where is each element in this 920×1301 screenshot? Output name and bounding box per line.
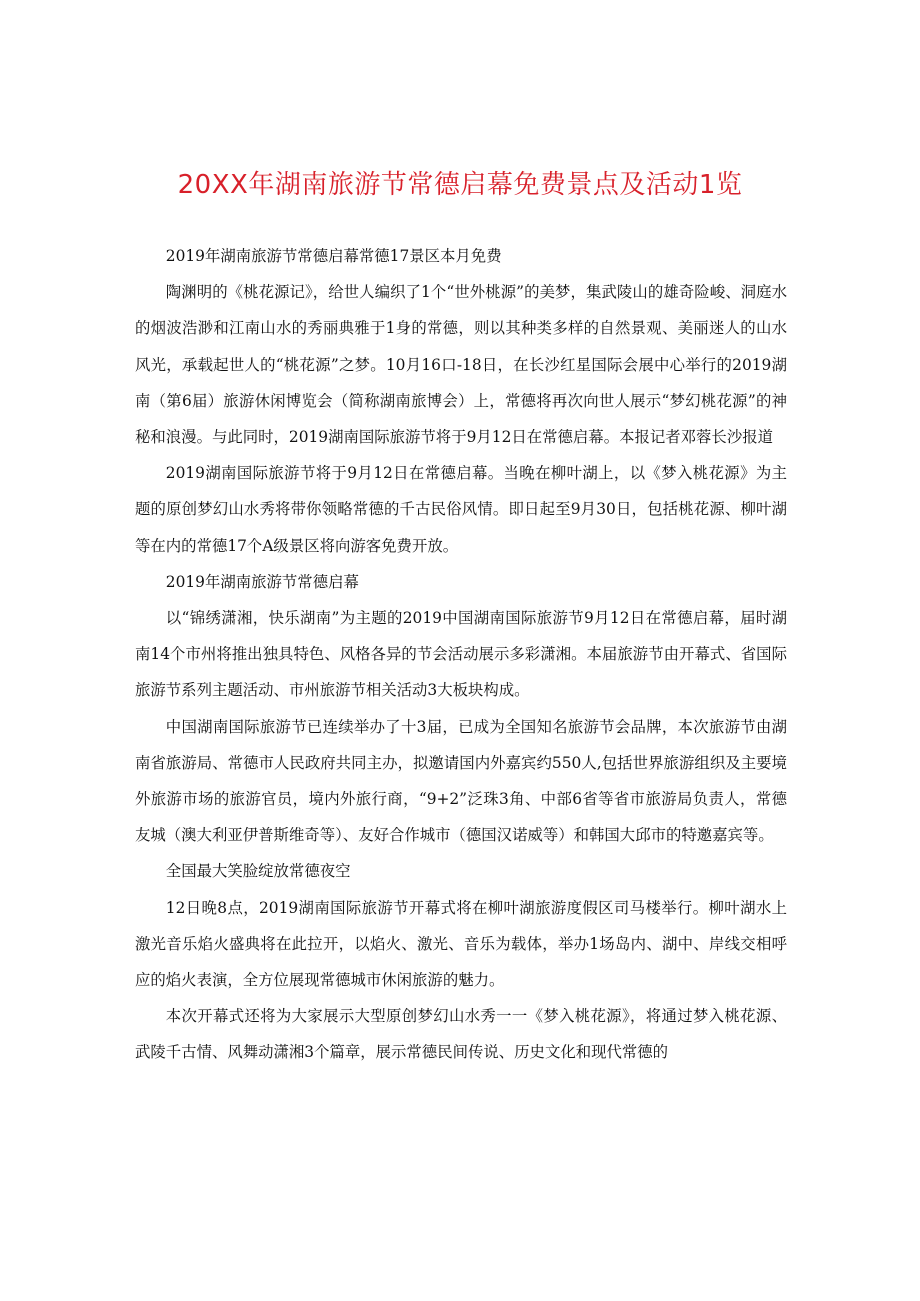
paragraph: 以“锦绣潇湘，快乐湖南”为主题的2019中国湖南国际旅游节9月12日在常德启幕，届时湖南14个市州将推出独具特色、风格各异的节会活动展示多彩潇湘。本届旅游节由开幕式、省国际旅游节系列主题活动、市州旅游节相关活动3大板块构成。 — [135, 609, 787, 700]
paragraph: 陶渊明的《桃花源记》，给世人编织了1个“世外桃源”的美梦，集武陵山的雄奇险峻、洞庭水的烟波浩渺和江南山水的秀丽典雅于1身的常德，则以其种类多样的自然景观、美丽迷人的山水风光，承载起世人的“桃花源”之梦。10月16口-18日，在长沙红星国际会展中心举行的2019湖南（第6届）旅游休闲博览会（简称湖南旅博会）上，常德将再次向世人展示“梦幻桃花源”的神秘和浪漫。与此同时，2019湖南国际旅游节将于9月12日在常德启幕。本报记者邓蓉长沙报道 — [135, 283, 787, 447]
subheading: 2019年湖南旅游节常德启幕常德17景区本月免费 — [165, 247, 502, 265]
document-title: 20XX年湖南旅游节常德启幕免费景点及活动1览 — [177, 170, 743, 200]
document-body — [135, 238, 787, 1071]
subheading: 2019年湖南旅游节常德启幕 — [165, 572, 359, 591]
paragraph: 12日晚8点，2019湖南国际旅游节开幕式将在柳叶湖旅游度假区司马楼举行。柳叶湖水上激光音乐焰火盛典将在此拉开，以焰火、激光、音乐为载体，举办1场岛内、湖中、岸线交相呼应的焰火表演，全方位展现常德城市休闲旅游的魅力。 — [135, 898, 787, 990]
subheading: 全国最大笑脸绽放常德夜空 — [165, 862, 351, 881]
paragraph: 2019湖南国际旅游节将于9月12日在常德启幕。当晚在柳叶湖上，以《梦入桃花源》为主题的原创梦幻山水秀将带你领略常德的千古民俗风情。即日起至9月30日，包括桃花源、柳叶湖等在内的常德17个A级景区将向游客免费开放。 — [135, 464, 787, 555]
paragraph: 本次开幕式还将为大家展示大型原创梦幻山水秀一一《梦入桃花源》，将通过梦入桃花源、武陵千古情、风舞动潇湘3个篇章，展示常德民间传说、历史文化和现代常德的 — [135, 1007, 787, 1062]
paragraph: 中国湖南国际旅游节已连续举办了十3届，已成为全国知名旅游节会品牌，本次旅游节由湖南省旅游局、常德市人民政府共同主办，拟邀请国内外嘉宾约550人,包括世界旅游组织及主要境外旅游市场的旅游官员，境内外旅行商，“9+2”泛珠3角、中部6省等省市旅游局负责人，常德友城（澳大利亚伊普斯维奇等）、友好合作城市（德国汉诺威等）和韩国大邱市的特邀嘉宾等。 — [135, 717, 787, 845]
